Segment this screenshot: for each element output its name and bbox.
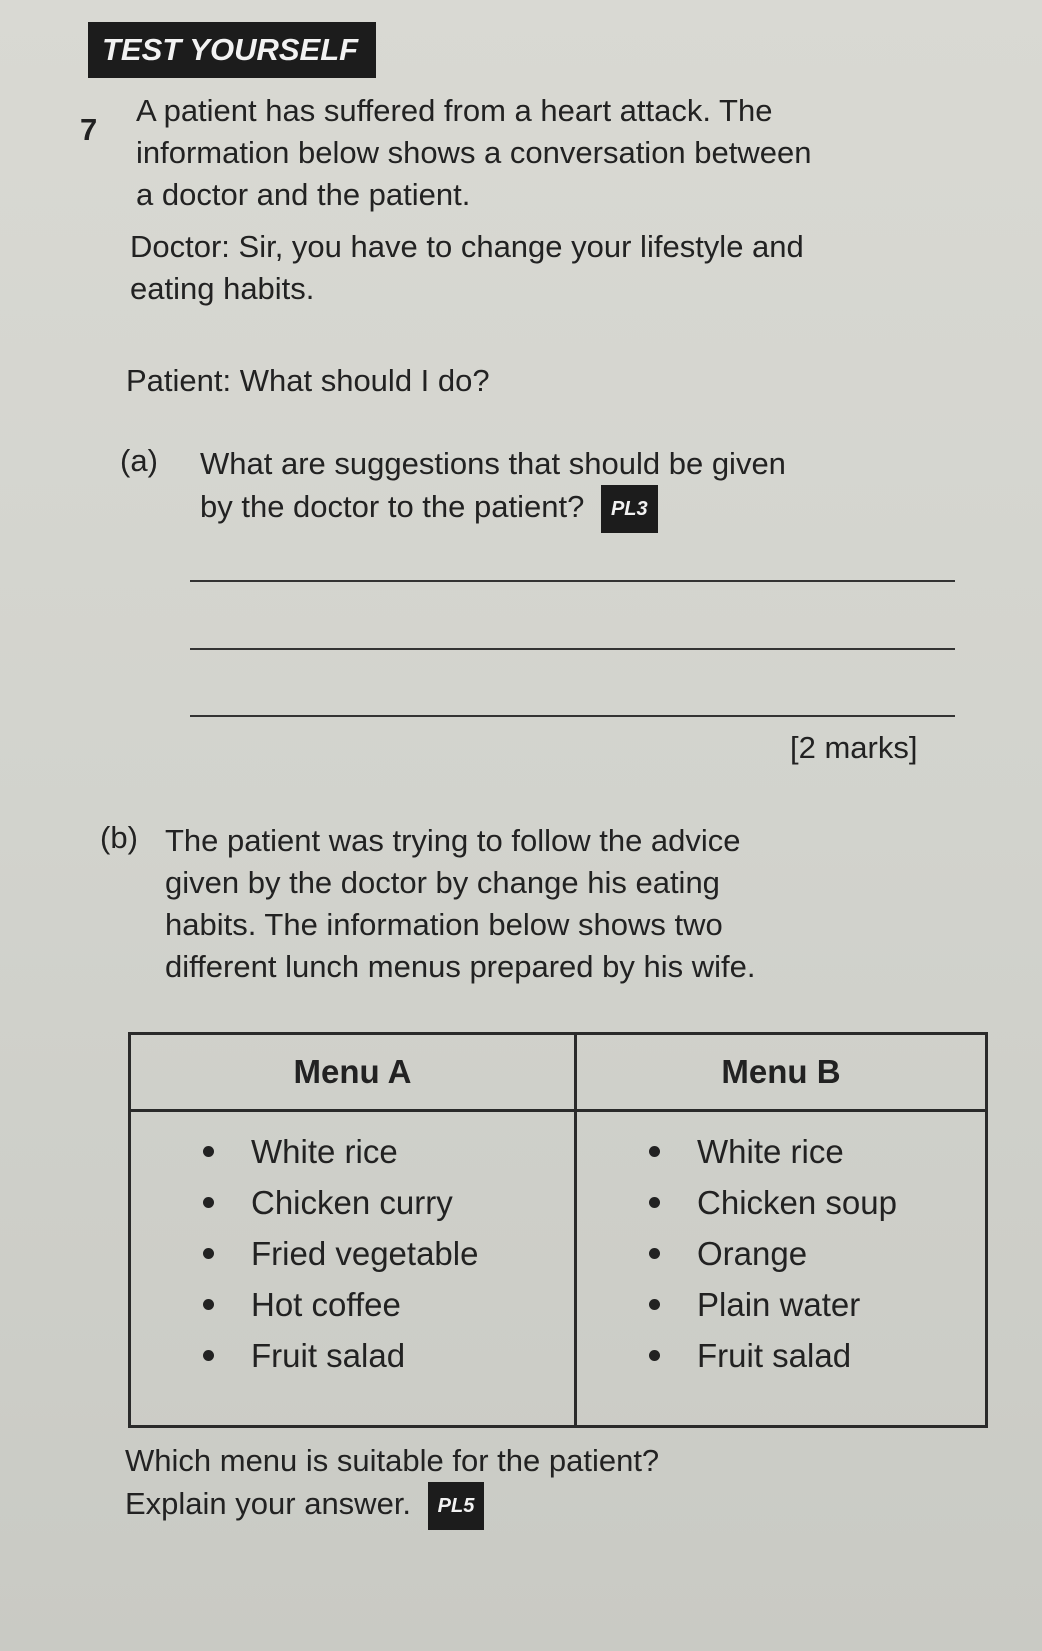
part-a-line: by the doctor to the patient? bbox=[200, 489, 585, 525]
doctor-dialogue bbox=[130, 226, 804, 310]
closing-question bbox=[125, 1440, 965, 1530]
menu-b-cell bbox=[576, 1111, 987, 1427]
part-b-label: (b) bbox=[100, 820, 138, 855]
question-intro bbox=[136, 90, 956, 216]
pl5-badge: PL5 bbox=[428, 1482, 485, 1530]
intro-line: a doctor and the patient. bbox=[136, 177, 471, 212]
table-header-row bbox=[130, 1034, 987, 1111]
part-a-line-with-badge bbox=[200, 485, 786, 533]
part-b-line: different lunch menus prepared by his wife. bbox=[165, 949, 756, 984]
doctor-line: Doctor: Sir, you have to change your lifestyle and bbox=[130, 229, 804, 264]
list-item: Fried vegetable bbox=[131, 1228, 574, 1279]
list-item: Plain water bbox=[577, 1279, 985, 1330]
question-number: 7 bbox=[80, 112, 98, 147]
table-row bbox=[130, 1111, 987, 1427]
part-b-line: The patient was trying to follow the advice bbox=[165, 823, 741, 858]
answer-line-2[interactable] bbox=[190, 648, 955, 650]
closing-line-with-badge bbox=[125, 1482, 965, 1530]
section-banner: TEST YOURSELF bbox=[88, 22, 376, 78]
part-a-label: (a) bbox=[120, 443, 158, 478]
doctor-line: eating habits. bbox=[130, 271, 315, 306]
intro-line: A patient has suffered from a heart attack. The bbox=[136, 93, 773, 128]
list-item: Hot coffee bbox=[131, 1279, 574, 1330]
list-item: Orange bbox=[577, 1228, 985, 1279]
list-item: Fruit salad bbox=[577, 1330, 985, 1381]
patient-dialogue: Patient: What should I do? bbox=[126, 363, 490, 398]
answer-line-1[interactable] bbox=[190, 580, 955, 582]
closing-line: Explain your answer. bbox=[125, 1486, 412, 1522]
menu-b-list bbox=[577, 1126, 985, 1381]
menu-a-cell bbox=[130, 1111, 576, 1427]
intro-line: information below shows a conversation between bbox=[136, 135, 812, 170]
list-item: Chicken curry bbox=[131, 1177, 574, 1228]
closing-line: Which menu is suitable for the patient? bbox=[125, 1443, 660, 1478]
menu-a-list bbox=[131, 1126, 574, 1381]
list-item: White rice bbox=[131, 1126, 574, 1177]
marks-label: [2 marks] bbox=[790, 730, 918, 765]
list-item: White rice bbox=[577, 1126, 985, 1177]
part-a-line: What are suggestions that should be given bbox=[200, 446, 786, 481]
list-item: Chicken soup bbox=[577, 1177, 985, 1228]
pl3-badge: PL3 bbox=[601, 485, 658, 533]
lunch-menu-table bbox=[128, 1032, 988, 1428]
part-b-question bbox=[165, 820, 955, 988]
menu-a-header: Menu A bbox=[130, 1034, 576, 1111]
answer-line-3[interactable] bbox=[190, 715, 955, 717]
part-b-line: given by the doctor by change his eating bbox=[165, 865, 720, 900]
menu-b-header: Menu B bbox=[576, 1034, 987, 1111]
part-a-question bbox=[200, 443, 786, 533]
part-b-line: habits. The information below shows two bbox=[165, 907, 723, 942]
list-item: Fruit salad bbox=[131, 1330, 574, 1381]
